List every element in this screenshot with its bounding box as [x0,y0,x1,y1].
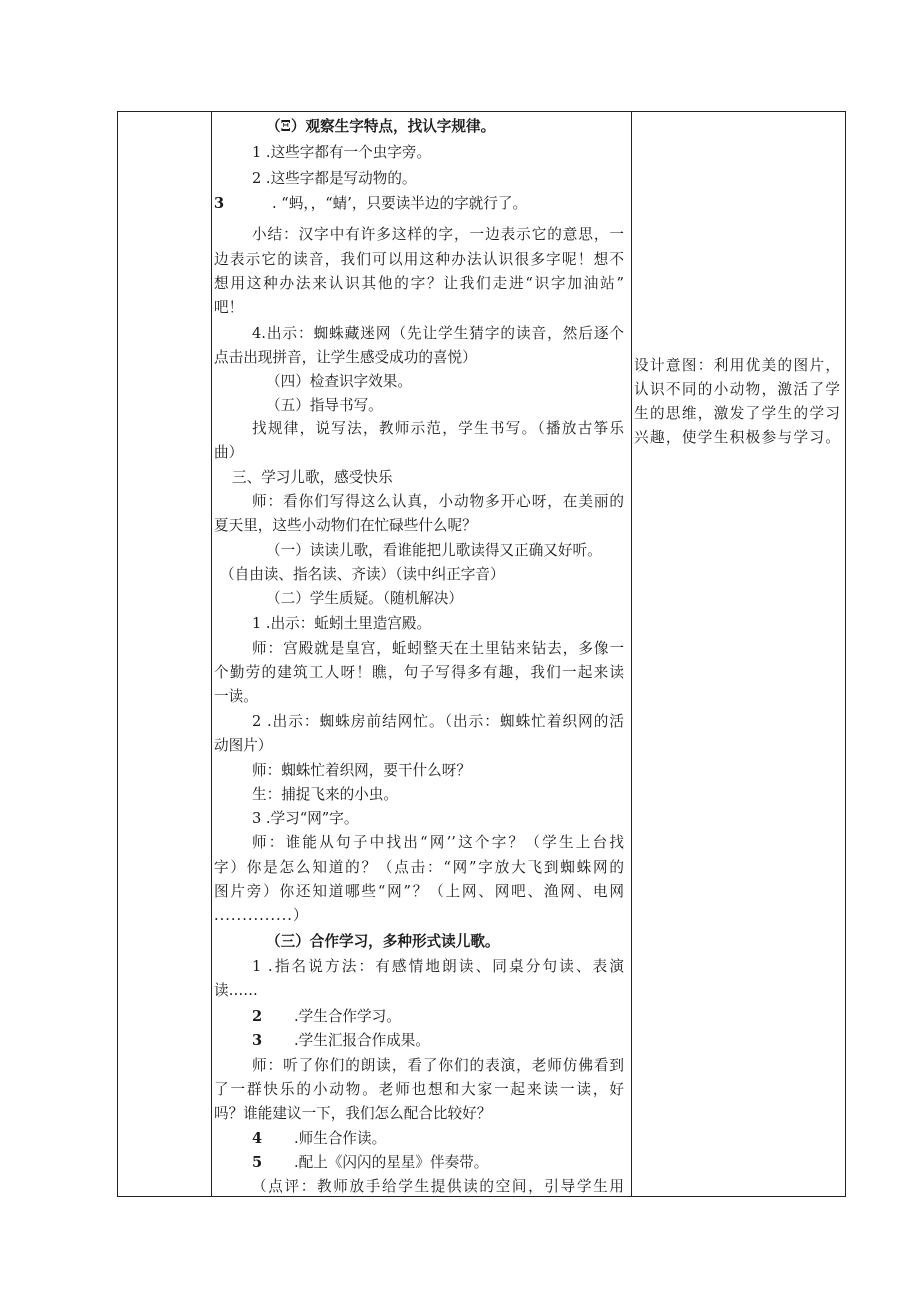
text-line: 师：看你们写得这么认真，小动物多开心呀，在美丽的 [252,493,624,510]
text-line: 读…… [214,982,258,999]
section-heading: （五）指导书写。 [266,397,383,414]
text-line: （点评：教师放手给学生提供读的空间，引导学生用 [252,1178,624,1195]
text-line: 点击出现拼音，让学生感受成功的喜悦） [214,349,477,366]
list-number: 3 [214,195,225,212]
text-line: 吧！ [214,299,244,316]
text-line: 曲） [214,444,244,461]
text-line: 小结：汉字中有许多这样的字，一边表示它的意思，一 [252,226,624,243]
text-line: 边表示它的读音，我们可以用这种办法认识很多字呢！想不 [214,251,624,268]
text-line: 师：谁能从句子中找出“网’’这个字？（学生上台找 [252,834,624,851]
text-line: 生：捕捉飞来的小虫。 [252,786,398,803]
text-line: 字）你是怎么知道的？（点击：“网”字放大飞到蜘蛛网的 [214,859,624,876]
text-line: 师：蜘蛛忙着织网，要干什么呀？ [252,762,471,779]
text-line: 吗？谁能建议一下，我们怎么配合比较好？ [214,1105,492,1122]
list-number: 4 [252,1130,263,1147]
section-heading: （三）合作学习，多种形式读儿歌。 [266,933,500,950]
text-line: 师：听了你们的朗读，看了你们的表演，老师仿佛看到 [252,1057,624,1074]
text-line: 1 .这些字都有一个虫字旁。 [252,144,432,161]
text-line: 个勤劳的建筑工人呀！瞧，句子写得多有趣，我们一起来读 [214,664,624,681]
text-line: .学生合作学习。 [294,1008,401,1025]
text-line: 3 .学习“网”字。 [252,810,359,827]
section-heading: （四）检查识字效果。 [266,373,412,390]
design-intent-line: 认识不同的小动物，激活了学 [634,381,840,398]
text-line: 师：宫殿就是皇宫，蚯蚓整天在土里钻来钻去，多像一 [252,640,624,657]
text-line: .师生合作读。 [294,1130,387,1147]
text-line: 2 .出示：蜘蛛房前结网忙。（出示：蜘蛛忙着织网的活 [252,713,624,730]
text-line: 找规律，说写法，教师示范，学生书写。（播放古筝乐 [252,420,624,437]
text-line: 动图片） [214,737,273,754]
column-divider-left [211,112,212,1196]
lesson-plan-table [117,111,846,1197]
design-intent-cell [634,112,844,1196]
column-divider-right [631,112,632,1196]
section-heading: （一）读读儿歌，看谁能把儿歌读得又正确又好听。 [266,542,602,559]
text-line: ..............） [214,907,309,924]
section-heading: （Ξ）观察生字特点，找认字规律。 [266,118,496,135]
design-intent-line: 兴趣，使学生积极参与学习。 [634,429,840,446]
text-line: . “蚂，，“蜻’，只要读半边的字就行了。 [272,195,528,212]
text-line: （自由读、指名读、齐读）（读中纠正字音） [220,566,505,583]
text-line: .配上《闪闪的星星》伴奏带。 [294,1154,489,1171]
text-line: 1 .出示：蚯蚓土里造宫殿。 [252,615,432,632]
teaching-process-cell [214,112,628,1196]
text-line: .学生汇报合作成果。 [294,1032,430,1049]
text-line: 了一群快乐的小动物。老师也想和大家一起来读一读，好 [214,1081,624,1098]
design-intent-line: 生的思维，激发了学生的学习 [634,405,840,422]
section-heading: （二）学生质疑。（随机解决） [266,590,464,607]
text-line: 一读。 [214,688,258,705]
section-heading: 三、学习儿歌，感受快乐 [232,469,393,486]
text-line: 想用这种办法来认识其他的字？让我们走进“识字加油站” [214,275,624,292]
text-line: 夏天里，这些小动物们在忙碌些什么呢？ [214,517,477,534]
list-number: 2 [252,1008,263,1025]
list-number: 3 [252,1032,263,1049]
list-number: 5 [252,1154,263,1171]
design-intent-line: 设计意图：利用优美的图片， [634,357,840,374]
text-line: 图片旁）你还知道哪些“网”？（上网、网吧、渔网、电网 [214,883,624,900]
text-line: 4.出示：蜘蛛藏迷网（先让学生猜字的读音，然后逐个 [252,325,624,342]
text-line: 1 .指名说方法：有感情地朗读、同桌分句读、表演 [252,958,624,975]
text-line: 2 .这些字都是写动物的。 [252,170,417,187]
